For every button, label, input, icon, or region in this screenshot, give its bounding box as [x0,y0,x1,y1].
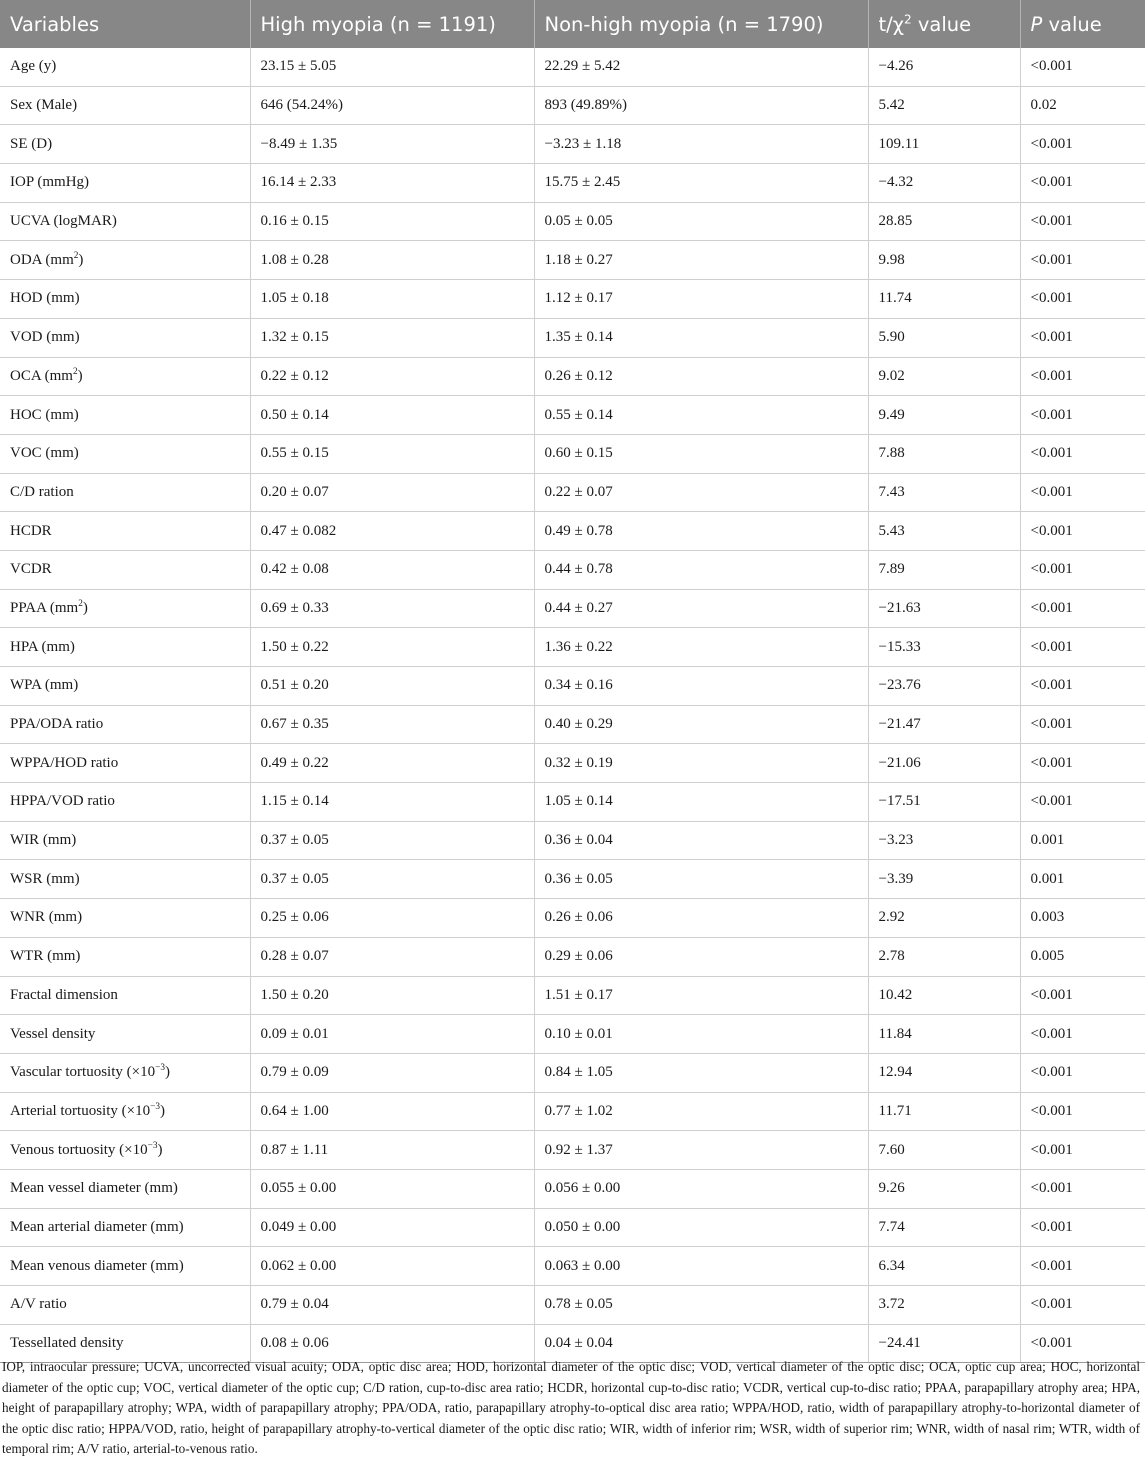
header-p-suffix: value [1042,12,1102,36]
variable-label: IOP (mmHg) [10,174,90,191]
cell-p-value: <0.001 [1020,396,1145,435]
variable-label: Fractal dimension [10,986,118,1003]
cell-p-value: <0.001 [1020,550,1145,589]
cell-test-statistic: 12.94 [868,1053,1020,1092]
table-row [0,628,1145,667]
variable-label: WPA (mm) [10,677,79,694]
cell-test-statistic: 6.34 [868,1247,1020,1286]
cell-test-statistic: 3.72 [868,1286,1020,1325]
cell-high-myopia: 0.062 ± 0.00 [250,1247,534,1286]
variable-label: OCA (mm [10,367,73,384]
cell-test-statistic: 7.60 [868,1131,1020,1170]
cell-high-myopia: 0.37 ± 0.05 [250,821,534,860]
table-row [0,125,1145,164]
cell-test-statistic: 7.43 [868,473,1020,512]
cell-test-statistic: −21.06 [868,744,1020,783]
cell-non-high-myopia: 1.18 ± 0.27 [534,241,868,280]
table-row [0,821,1145,860]
table-row [0,357,1145,396]
cell-variable [0,783,250,822]
cell-high-myopia: 0.79 ± 0.04 [250,1286,534,1325]
cell-high-myopia: 1.50 ± 0.20 [250,976,534,1015]
cell-non-high-myopia: 0.49 ± 0.78 [534,512,868,551]
table-row [0,202,1145,241]
table-row [0,512,1145,551]
cell-non-high-myopia: 0.04 ± 0.04 [534,1324,868,1363]
table-row [0,318,1145,357]
variable-label: Mean vessel diameter (mm) [10,1180,178,1197]
cell-test-statistic: 2.92 [868,899,1020,938]
variable-superscript: 2 [72,366,78,377]
cell-non-high-myopia: 0.05 ± 0.05 [534,202,868,241]
table-header [0,0,1145,48]
cell-p-value: 0.001 [1020,821,1145,860]
variable-label-end: ) [77,367,83,384]
cell-test-statistic: −17.51 [868,783,1020,822]
cell-high-myopia: −8.49 ± 1.35 [250,125,534,164]
cell-variable [0,628,250,667]
cell-high-myopia: 0.42 ± 0.08 [250,550,534,589]
variable-label: PPA/ODA ratio [10,716,104,733]
cell-p-value: <0.001 [1020,318,1145,357]
variable-label: WTR (mm) [10,948,81,965]
cell-high-myopia: 1.15 ± 0.14 [250,783,534,822]
cell-p-value: <0.001 [1020,280,1145,319]
cell-non-high-myopia: 1.05 ± 0.14 [534,783,868,822]
cell-variable [0,280,250,319]
table-row [0,164,1145,203]
variable-label-end: ) [160,1102,166,1119]
cell-variable [0,550,250,589]
cell-variable [0,667,250,706]
cell-p-value: <0.001 [1020,48,1145,86]
header-stat-suffix: value [911,12,972,36]
cell-variable [0,125,250,164]
cell-test-statistic: −3.23 [868,821,1020,860]
variable-superscript: −3 [150,1101,161,1112]
table-row [0,48,1145,86]
cell-non-high-myopia: 0.44 ± 0.78 [534,550,868,589]
table-row [0,937,1145,976]
header-variables: Variables [0,0,250,48]
cell-high-myopia: 0.69 ± 0.33 [250,589,534,628]
variable-label: HPA (mm) [10,638,75,655]
cell-non-high-myopia: 0.40 ± 0.29 [534,705,868,744]
variable-label: A/V ratio [10,1296,67,1313]
cell-p-value: <0.001 [1020,744,1145,783]
variable-label: Age (y) [10,58,57,75]
table-row [0,589,1145,628]
cell-p-value: <0.001 [1020,473,1145,512]
cell-p-value: 0.02 [1020,86,1145,125]
cell-non-high-myopia: 22.29 ± 5.42 [534,48,868,86]
cell-variable [0,396,250,435]
cell-test-statistic: 11.74 [868,280,1020,319]
header-row [0,0,1145,48]
cell-non-high-myopia: 0.84 ± 1.05 [534,1053,868,1092]
cell-non-high-myopia: 0.056 ± 0.00 [534,1169,868,1208]
cell-high-myopia: 0.16 ± 0.15 [250,202,534,241]
cell-non-high-myopia: 1.35 ± 0.14 [534,318,868,357]
table-row [0,241,1145,280]
cell-non-high-myopia: 0.063 ± 0.00 [534,1247,868,1286]
cell-p-value: <0.001 [1020,125,1145,164]
cell-p-value: <0.001 [1020,667,1145,706]
cell-variable [0,1286,250,1325]
cell-test-statistic: 11.71 [868,1092,1020,1131]
table-row [0,1092,1145,1131]
cell-high-myopia: 0.64 ± 1.00 [250,1092,534,1131]
cell-non-high-myopia: 0.26 ± 0.12 [534,357,868,396]
cell-test-statistic: 9.98 [868,241,1020,280]
cell-p-value: <0.001 [1020,1169,1145,1208]
table-row [0,1208,1145,1247]
cell-p-value: 0.001 [1020,860,1145,899]
cell-variable [0,434,250,473]
cell-test-statistic: 5.90 [868,318,1020,357]
table-row [0,976,1145,1015]
cell-test-statistic: 5.42 [868,86,1020,125]
cell-non-high-myopia: 893 (49.89%) [534,86,868,125]
cell-p-value: <0.001 [1020,434,1145,473]
cell-variable [0,86,250,125]
table-row [0,1286,1145,1325]
cell-high-myopia: 0.20 ± 0.07 [250,473,534,512]
variable-superscript: −3 [147,1140,158,1151]
cell-test-statistic: −21.47 [868,705,1020,744]
cell-p-value: <0.001 [1020,705,1145,744]
cell-p-value: <0.001 [1020,976,1145,1015]
variable-label: Sex (Male) [10,97,78,114]
cell-p-value: 0.003 [1020,899,1145,938]
cell-high-myopia: 0.08 ± 0.06 [250,1324,534,1363]
cell-variable [0,164,250,203]
variable-label: HCDR [10,522,52,539]
cell-test-statistic: −23.76 [868,667,1020,706]
table-footnote: IOP, intraocular pressure; UCVA, uncorrected visual acuity; ODA, optic disc area; HOD, horizontal diameter of the optic disc; VOD, vertical diameter of the optic disc; OCA, optic cup area; HOC, horizontal diameter of the optic cup; VOC, vertical diameter of the optic cup; C/D ration, cup-to-disc area ratio; HCDR, horizontal cup-to-disc ratio; VCDR, vertical cup-to-disc ratio; PPAA, parapapillary atrophy area; HPA, height of parapapillary atrophy; WPA, width of parapapillary atrophy; PPA/ODA, ratio, parapapillary atrophy-to-optical disc area ratio; WPPA/HOD, ratio, width of parapapillary atrophy-to-horizontal diameter of the optic disc ratio; HPPA/VOD, ratio, height of parapapillary atrophy-to-vertical diameter of the optic disc ratio; WIR, width of inferior rim; WSR, width of superior rim; WNR, width of nasal rim; WTR, width of temporal rim; A/V ratio, arterial-to-venous ratio. [2,1359,1140,1456]
table-row [0,667,1145,706]
cell-test-statistic: 9.02 [868,357,1020,396]
table-row [0,744,1145,783]
cell-variable [0,1131,250,1170]
cell-variable [0,241,250,280]
cell-high-myopia: 0.055 ± 0.00 [250,1169,534,1208]
cell-variable [0,512,250,551]
cell-p-value: <0.001 [1020,1286,1145,1325]
cell-non-high-myopia: 0.34 ± 0.16 [534,667,868,706]
cell-high-myopia: 0.28 ± 0.07 [250,937,534,976]
cell-test-statistic: 7.89 [868,550,1020,589]
cell-test-statistic: 9.26 [868,1169,1020,1208]
cell-variable [0,1053,250,1092]
cell-p-value: <0.001 [1020,1131,1145,1170]
table-row [0,705,1145,744]
cell-variable [0,1015,250,1054]
header-non-high-myopia: Non-high myopia (n = 1790) [534,0,868,48]
cell-non-high-myopia: 15.75 ± 2.45 [534,164,868,203]
cell-p-value: <0.001 [1020,589,1145,628]
cell-non-high-myopia: 0.22 ± 0.07 [534,473,868,512]
table-row [0,899,1145,938]
cell-p-value: 0.005 [1020,937,1145,976]
table-row [0,1053,1145,1092]
variable-label: Vascular tortuosity (×10 [10,1064,156,1081]
table-row [0,86,1145,125]
variable-label: Tessellated density [10,1335,124,1352]
cell-high-myopia: 0.22 ± 0.12 [250,357,534,396]
cell-non-high-myopia: 0.78 ± 0.05 [534,1286,868,1325]
variable-label: WNR (mm) [10,909,83,926]
variable-label: Mean venous diameter (mm) [10,1257,184,1274]
table-row [0,473,1145,512]
variable-label: VOD (mm) [10,329,80,346]
cell-non-high-myopia: 1.36 ± 0.22 [534,628,868,667]
cell-test-statistic: 10.42 [868,976,1020,1015]
variable-label: WPPA/HOD ratio [10,754,119,771]
cell-variable [0,318,250,357]
table-row [0,783,1145,822]
header-p-italic: P [1030,12,1043,36]
variable-label: HOD (mm) [10,290,80,307]
header-stat-superscript: 2 [903,12,912,26]
header-stat-prefix: t/χ [878,12,904,36]
cell-non-high-myopia: 0.92 ± 1.37 [534,1131,868,1170]
cell-high-myopia: 1.05 ± 0.18 [250,280,534,319]
cell-test-statistic: 5.43 [868,512,1020,551]
table-row [0,1247,1145,1286]
cell-p-value: <0.001 [1020,1092,1145,1131]
cell-high-myopia: 1.50 ± 0.22 [250,628,534,667]
cell-high-myopia: 1.32 ± 0.15 [250,318,534,357]
variable-label-end: ) [165,1064,171,1081]
cell-variable [0,357,250,396]
cell-variable [0,744,250,783]
cell-test-statistic: −4.26 [868,48,1020,86]
cell-test-statistic: −3.39 [868,860,1020,899]
cell-high-myopia: 0.55 ± 0.15 [250,434,534,473]
variable-label: VOC (mm) [10,445,79,462]
cell-variable [0,1092,250,1131]
table-row [0,396,1145,435]
cell-test-statistic: 7.88 [868,434,1020,473]
cell-p-value: <0.001 [1020,783,1145,822]
cell-variable [0,976,250,1015]
cell-variable [0,705,250,744]
cell-test-statistic: 109.11 [868,125,1020,164]
cell-high-myopia: 0.09 ± 0.01 [250,1015,534,1054]
table-row [0,1131,1145,1170]
cell-p-value: <0.001 [1020,1208,1145,1247]
variable-label: WIR (mm) [10,832,77,849]
table-body [0,48,1145,1363]
cell-variable [0,899,250,938]
cell-test-statistic: 7.74 [868,1208,1020,1247]
table-row [0,280,1145,319]
cell-high-myopia: 0.25 ± 0.06 [250,899,534,938]
cell-high-myopia: 0.67 ± 0.35 [250,705,534,744]
header-test-statistic [868,0,1020,48]
cell-high-myopia: 0.47 ± 0.082 [250,512,534,551]
cell-test-statistic: −24.41 [868,1324,1020,1363]
cell-p-value: <0.001 [1020,202,1145,241]
table-row [0,1169,1145,1208]
cell-non-high-myopia: 0.32 ± 0.19 [534,744,868,783]
cell-test-statistic: −15.33 [868,628,1020,667]
cell-test-statistic: 28.85 [868,202,1020,241]
cell-variable [0,1208,250,1247]
cell-test-statistic: −4.32 [868,164,1020,203]
cell-non-high-myopia: 0.44 ± 0.27 [534,589,868,628]
cell-variable [0,860,250,899]
header-p-value [1020,0,1145,48]
variable-label-end: ) [78,251,84,268]
table-row [0,434,1145,473]
variable-superscript: 2 [78,598,83,609]
cell-high-myopia: 0.87 ± 1.11 [250,1131,534,1170]
cell-variable [0,1169,250,1208]
cell-variable [0,473,250,512]
variable-label: PPAA (mm [10,599,79,616]
variable-label: ODA (mm [10,251,74,268]
variable-label: Venous tortuosity (×10 [10,1141,148,1158]
variable-label: Mean arterial diameter (mm) [10,1218,184,1235]
cell-non-high-myopia: 0.29 ± 0.06 [534,937,868,976]
cell-high-myopia: 16.14 ± 2.33 [250,164,534,203]
cell-high-myopia: 0.49 ± 0.22 [250,744,534,783]
variable-label: SE (D) [10,135,53,152]
variable-label: HPPA/VOD ratio [10,793,115,810]
variable-label: UCVA (logMAR) [10,213,117,230]
table-row [0,860,1145,899]
cell-high-myopia: 0.049 ± 0.00 [250,1208,534,1247]
cell-high-myopia: 646 (54.24%) [250,86,534,125]
cell-high-myopia: 1.08 ± 0.28 [250,241,534,280]
cell-non-high-myopia: 0.36 ± 0.04 [534,821,868,860]
cell-non-high-myopia: 0.36 ± 0.05 [534,860,868,899]
cell-p-value: <0.001 [1020,628,1145,667]
table-row [0,1015,1145,1054]
cell-variable [0,1247,250,1286]
cell-p-value: <0.001 [1020,357,1145,396]
variable-label: C/D ration [10,483,74,500]
cell-non-high-myopia: 1.51 ± 0.17 [534,976,868,1015]
cell-p-value: <0.001 [1020,164,1145,203]
variable-label-end: ) [157,1141,163,1158]
cell-high-myopia: 0.50 ± 0.14 [250,396,534,435]
cell-non-high-myopia: 0.55 ± 0.14 [534,396,868,435]
variable-superscript: −3 [155,1063,166,1074]
cell-test-statistic: 2.78 [868,937,1020,976]
variable-label-end: ) [82,599,88,616]
cell-p-value: <0.001 [1020,241,1145,280]
cell-p-value: <0.001 [1020,1247,1145,1286]
cell-p-value: <0.001 [1020,1053,1145,1092]
cell-variable [0,821,250,860]
cell-variable [0,202,250,241]
cell-variable [0,48,250,86]
variable-label: WSR (mm) [10,870,80,887]
cell-non-high-myopia: 0.77 ± 1.02 [534,1092,868,1131]
cell-non-high-myopia: 0.10 ± 0.01 [534,1015,868,1054]
table-row [0,550,1145,589]
cell-non-high-myopia: 1.12 ± 0.17 [534,280,868,319]
cell-variable [0,937,250,976]
cell-p-value: <0.001 [1020,512,1145,551]
cell-high-myopia: 23.15 ± 5.05 [250,48,534,86]
cell-variable [0,589,250,628]
variable-superscript: 2 [73,250,79,261]
variable-label: Arterial tortuosity (×10 [10,1102,151,1119]
cell-non-high-myopia: 0.050 ± 0.00 [534,1208,868,1247]
cell-non-high-myopia: −3.23 ± 1.18 [534,125,868,164]
cell-p-value: <0.001 [1020,1015,1145,1054]
header-high-myopia: High myopia (n = 1191) [250,0,534,48]
cell-test-statistic: 9.49 [868,396,1020,435]
cell-high-myopia: 0.79 ± 0.09 [250,1053,534,1092]
variable-label: Vessel density [10,1025,96,1042]
cell-high-myopia: 0.51 ± 0.20 [250,667,534,706]
cell-test-statistic: 11.84 [868,1015,1020,1054]
cell-p-value: <0.001 [1020,1324,1145,1363]
cell-test-statistic: −21.63 [868,589,1020,628]
variable-label: VCDR [10,561,52,578]
cell-non-high-myopia: 0.26 ± 0.06 [534,899,868,938]
variable-label: HOC (mm) [10,406,79,423]
cell-non-high-myopia: 0.60 ± 0.15 [534,434,868,473]
cell-high-myopia: 0.37 ± 0.05 [250,860,534,899]
